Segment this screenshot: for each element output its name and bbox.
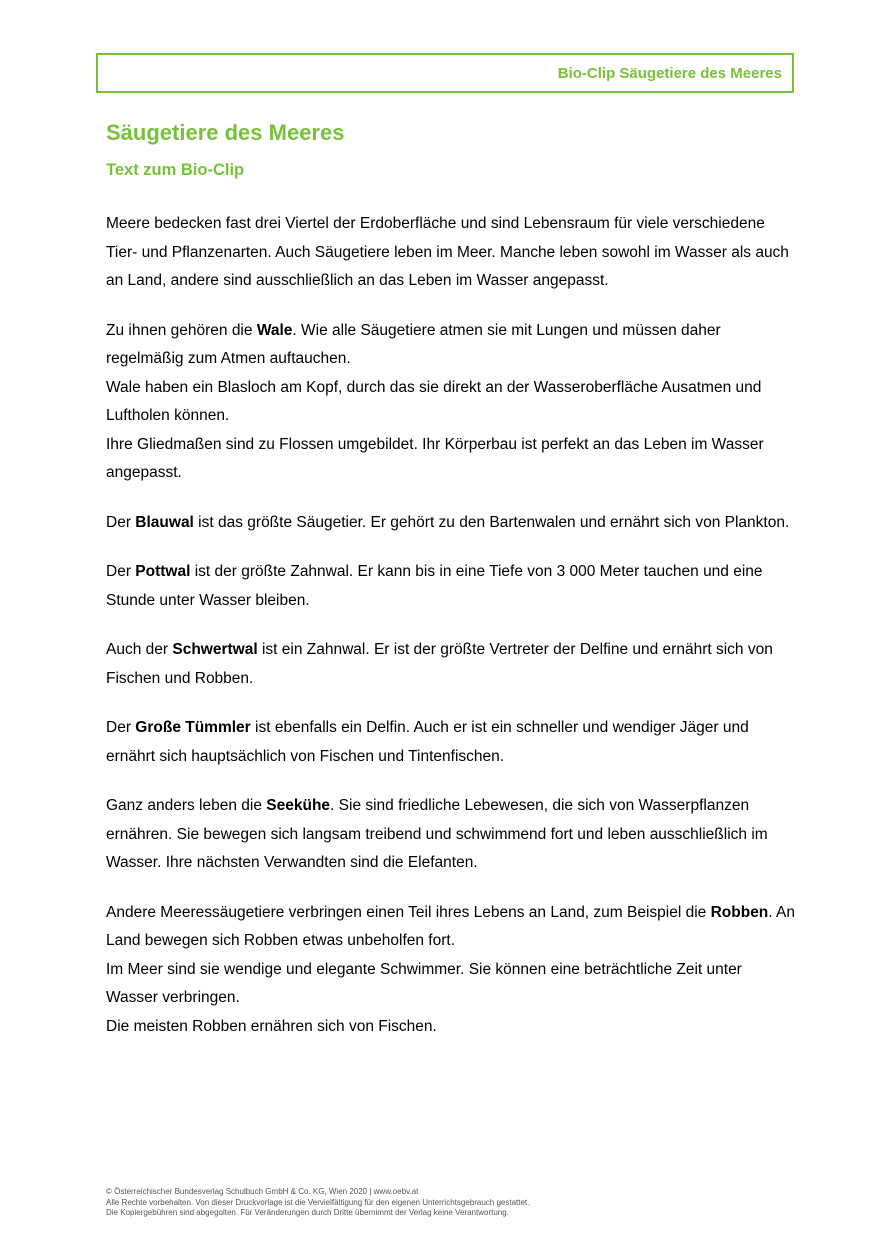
- paragraph: [106, 636, 796, 693]
- highlight-term: Schwertwal: [172, 641, 258, 658]
- text-run: Der: [106, 513, 136, 531]
- header-banner: [96, 53, 794, 93]
- text-run: ist der größte Zahnwal. Er kann bis in eine Tiefe von 3 000 Meter tauchen und eine Stunde unter Wasser bleiben.: [106, 563, 763, 609]
- text-run: Der: [106, 563, 136, 580]
- text-run: Ihre Gliedmaßen sind zu Flossen umgebildet. Ihr Körperbau ist perfekt an das Leben im Wasser angepasst.: [106, 435, 764, 481]
- footer-rights: Alle Rechte vorbehalten. Von dieser Druckvorlage ist die Vervielfältigung für den eigenen Unterrichtsgebrauch gestattet.: [106, 1197, 530, 1207]
- text-run: Wale haben ein Blasloch am Kopf, durch das sie direkt an der Wasseroberfläche Ausatmen und Luftholen können.: [106, 378, 762, 424]
- highlight-term: Wale: [256, 321, 293, 339]
- text-run: ist ebenfalls ein Delfin. Auch er ist ein schneller und wendiger Jäger und ernährt sich hauptsächlich von Fischen und Tintenfischen.: [106, 719, 749, 765]
- text-run: Meere bedecken fast drei Viertel der Erdoberfläche und sind Lebensraum für viele verschiedene Tier- und Pflanzenarten. Auch Säugetiere leben im Meer. Manche leben sowohl im Wasser als auch an Land, andere sind ausschließlich an das Leben im Wasser angepasst.: [106, 215, 789, 289]
- paragraph: [106, 792, 796, 878]
- paragraph: [106, 714, 796, 771]
- paragraph: [106, 317, 796, 488]
- footer-copyright: © Österreichischer Bundesverlag Schulbuch GmbH & Co. KG, Wien 2020 | www.oebv.at: [106, 1187, 419, 1196]
- paragraph: [106, 210, 796, 296]
- paragraph: [106, 558, 796, 615]
- highlight-term: Robben: [710, 903, 769, 921]
- text-run: . Wie alle Säugetiere atmen sie mit Lungen und müssen daher regelmäßig zum Atmen auftauchen.: [106, 321, 721, 367]
- footer: [106, 1187, 529, 1219]
- highlight-term: Pottwal: [135, 563, 191, 580]
- text-run: Ganz anders leben die: [106, 797, 267, 814]
- highlight-term: Große Tümmler: [135, 719, 251, 736]
- text-run: Andere Meeressäugetiere verbringen einen Teil ihres Lebens an Land, zum Beispiel die: [106, 903, 711, 921]
- page-title: Säugetiere des Meeres: [106, 120, 345, 145]
- text-run: ist ein Zahnwal. Er ist der größte Vertreter der Delfine und ernährt sich von Fischen und Robben.: [106, 641, 773, 687]
- text-run: . Sie sind friedliche Lebewesen, die sich von Wasserpflanzen ernähren. Sie bewegen sich langsam treibend und schwimmend fort und leben ausschließlich im Wasser. Ihre nächsten Verwandten sind die Elefanten.: [106, 797, 768, 871]
- text-run: Die meisten Robben ernähren sich von Fischen.: [106, 1017, 437, 1035]
- paragraph: [106, 509, 796, 538]
- header-label: Bio-Clip Säugetiere des Meeres: [557, 65, 782, 82]
- text-run: Zu ihnen gehören die: [106, 321, 257, 339]
- body-text: [106, 210, 796, 1062]
- text-run: Auch der: [106, 641, 173, 658]
- page-subtitle: Text zum Bio-Clip: [106, 161, 245, 179]
- footer-disclaimer: Die Kopiergebühren sind abgegolten. Für Veränderungen durch Dritte übernimmt der Verlag keine Verantwortung.: [106, 1208, 509, 1217]
- highlight-term: Blauwal: [135, 513, 194, 531]
- text-run: Im Meer sind sie wendige und elegante Schwimmer. Sie können eine beträchtliche Zeit unter Wasser verbringen.: [106, 960, 742, 1006]
- text-run: . An Land bewegen sich Robben etwas unbeholfen fort.: [106, 903, 795, 949]
- text-run: ist das größte Säugetier. Er gehört zu den Bartenwalen und ernährt sich von Plankton.: [193, 513, 790, 531]
- highlight-term: Seekühe: [266, 797, 331, 814]
- text-run: Der: [106, 719, 136, 736]
- paragraph: [106, 899, 796, 1042]
